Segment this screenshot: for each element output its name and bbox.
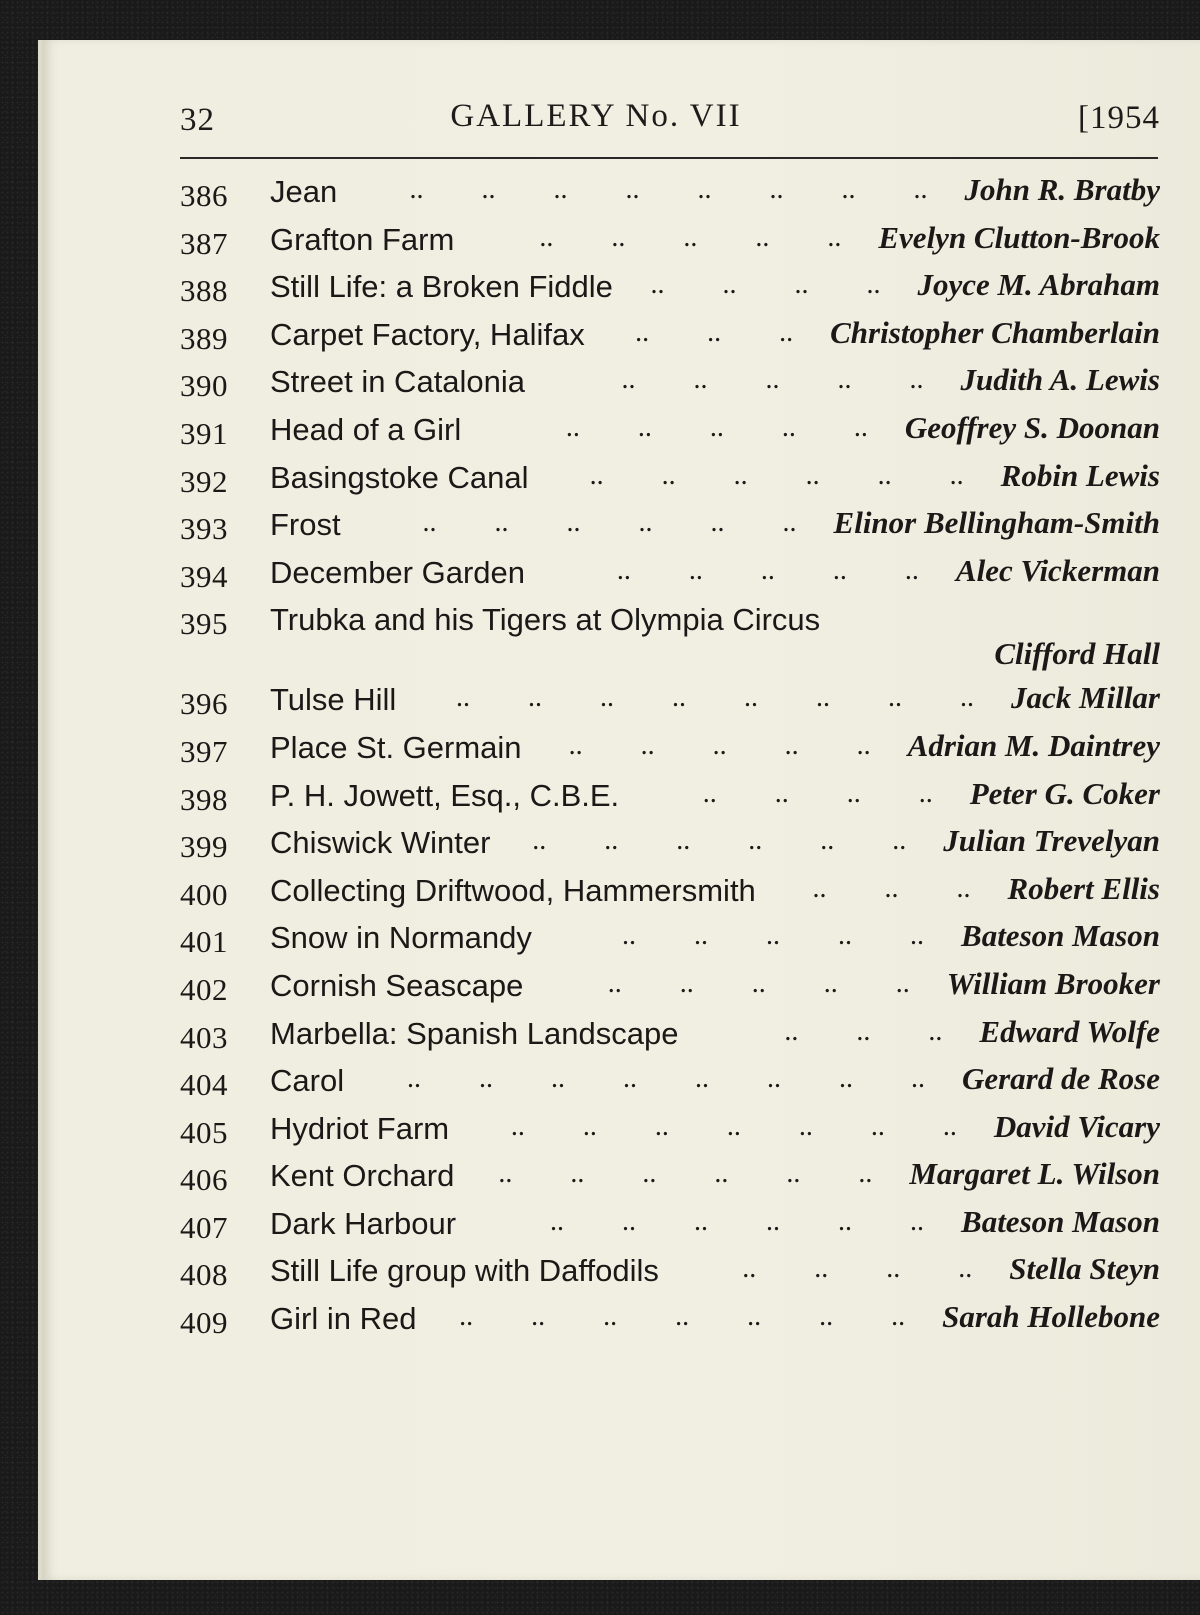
entry-title: Place St. Germain xyxy=(270,729,522,765)
entry-number: 386 xyxy=(180,178,228,213)
entry-title: Still Life: a Broken Fiddle xyxy=(270,269,613,305)
entry-number: 393 xyxy=(180,511,228,547)
entry-number: 397 xyxy=(180,733,228,769)
catalogue-entry xyxy=(180,1057,1160,1105)
leader-dots: .. .. .. .. .. .. xyxy=(498,1158,873,1190)
catalogue-entry xyxy=(180,724,1160,772)
entry-title: Snow in Normandy xyxy=(270,920,532,956)
entry-artist: David Vicary xyxy=(993,1108,1160,1144)
entry-title: Jean xyxy=(270,174,338,209)
catalogue-entry xyxy=(180,549,1160,597)
entry-artist: William Brooker xyxy=(946,965,1160,1001)
leader-dots: .. .. .. .. .. .. xyxy=(532,825,907,857)
catalogue-entry xyxy=(180,1105,1160,1153)
entry-title: P. H. Jowett, Esq., C.B.E. xyxy=(270,777,620,813)
entry-number: 398 xyxy=(180,781,228,817)
page-header xyxy=(180,98,1180,144)
leader-dots: .. .. .. .. .. xyxy=(607,967,910,999)
leader-dots: .. .. .. .. .. .. .. .. xyxy=(456,682,975,714)
entry-number: 403 xyxy=(180,1019,228,1055)
entry-title: Carol xyxy=(270,1063,345,1099)
entry-title: Kent Orchard xyxy=(270,1158,455,1194)
entry-number: 388 xyxy=(180,273,228,309)
entry-title: Frost xyxy=(270,507,341,543)
entry-title: Still Life group with Daffodils xyxy=(270,1253,659,1289)
entry-artist: Christopher Chamberlain xyxy=(830,314,1160,350)
entry-title: Hydriot Farm xyxy=(270,1110,450,1146)
catalogue-entry xyxy=(180,406,1160,454)
leader-dots: .. .. .. .. .. .. xyxy=(589,459,964,491)
leader-dots: .. .. .. .. .. .. xyxy=(422,507,797,539)
entry-artist: Clifford Hall xyxy=(994,636,1160,672)
entry-number: 396 xyxy=(180,686,228,722)
entry-number: 405 xyxy=(180,1114,228,1150)
entry-artist: Joyce M. Abraham xyxy=(917,267,1160,303)
page-year: [1954 xyxy=(1078,100,1160,136)
entry-artist: Julian Trevelyan xyxy=(943,823,1160,859)
catalogue-entry xyxy=(180,772,1160,820)
entry-artist: Margaret L. Wilson xyxy=(909,1156,1160,1192)
entry-number: 389 xyxy=(180,320,228,356)
catalogue-entry xyxy=(180,1010,1160,1058)
entry-number: 409 xyxy=(180,1305,228,1341)
leader-dots: .. .. .. .. xyxy=(650,269,881,301)
entry-title: Tulse Hill xyxy=(270,682,397,718)
leader-dots: .. .. .. xyxy=(784,1015,943,1047)
entry-artist: Judith A. Lewis xyxy=(960,362,1160,398)
leader-dots: .. .. .. .. xyxy=(742,1253,973,1285)
entry-number: 394 xyxy=(180,558,228,594)
entry-number: 391 xyxy=(180,415,228,451)
entry-title: Collecting Driftwood, Hammersmith xyxy=(270,872,756,908)
catalogue-entry xyxy=(180,1152,1160,1200)
leader-dots: .. .. .. .. .. .. xyxy=(550,1205,925,1237)
leader-dots: .. .. .. .. .. xyxy=(622,920,925,952)
entry-title: Grafton Farm xyxy=(270,221,455,257)
entry-title: Trubka and his Tigers at Olympia Circus xyxy=(270,602,821,638)
entry-title: Street in Catalonia xyxy=(270,364,526,400)
leader-dots: .. .. .. .. .. .. .. xyxy=(510,1110,957,1142)
entry-artist: Bateson Mason xyxy=(961,1203,1160,1239)
catalogue-entry xyxy=(180,1295,1160,1343)
catalogue-entry xyxy=(180,168,1160,216)
catalogue-entry xyxy=(180,962,1160,1010)
entry-artist: Peter G. Coker xyxy=(969,775,1160,811)
entry-number: 408 xyxy=(180,1257,228,1293)
entry-artist: Bateson Mason xyxy=(961,918,1160,954)
catalogue-entry xyxy=(180,501,1160,549)
entry-artist: Elinor Bellingham-Smith xyxy=(833,505,1160,541)
entry-title: Cornish Seascape xyxy=(270,967,524,1003)
entry-artist: John R. Bratby xyxy=(964,172,1160,207)
catalogue-entry xyxy=(180,1247,1160,1295)
catalogue-entry xyxy=(180,596,1160,676)
entry-number: 387 xyxy=(180,225,228,261)
catalogue-entry xyxy=(180,1200,1160,1248)
leader-dots: .. .. .. .. .. xyxy=(621,364,924,396)
catalogue-entry xyxy=(180,263,1160,311)
entry-title: Dark Harbour xyxy=(270,1205,457,1241)
entry-artist: Gerard de Rose xyxy=(961,1061,1160,1097)
page-title: GALLERY No. VII xyxy=(450,98,742,134)
catalogue-entry xyxy=(180,216,1160,264)
entry-title: Carpet Factory, Halifax xyxy=(270,316,585,352)
leader-dots: .. .. .. .. xyxy=(702,777,933,809)
catalogue-entry xyxy=(180,867,1160,915)
leader-dots: .. .. .. xyxy=(812,872,971,904)
entry-number: 395 xyxy=(180,606,228,642)
leader-dots: .. .. .. .. .. xyxy=(616,554,919,586)
entry-artist: Robert Ellis xyxy=(1007,870,1160,906)
catalogue-entry xyxy=(180,819,1160,867)
catalogue-entry xyxy=(180,358,1160,406)
catalogue-entry xyxy=(180,454,1160,502)
entry-artist: Adrian M. Daintrey xyxy=(907,727,1160,763)
entry-number: 401 xyxy=(180,924,228,960)
catalogue-entry xyxy=(180,676,1160,724)
entry-artist: Sarah Hollebone xyxy=(942,1299,1160,1335)
leader-dots: .. .. .. .. .. .. .. xyxy=(459,1301,906,1333)
entry-artist: Geoffrey S. Doonan xyxy=(904,409,1160,445)
catalogue-entry xyxy=(180,914,1160,962)
leader-dots: .. .. .. .. .. xyxy=(539,221,842,253)
entry-title: Basingstoke Canal xyxy=(270,459,529,495)
catalogue-entries xyxy=(180,168,1160,1343)
entry-number: 392 xyxy=(180,463,228,499)
entry-artist: Alec Vickerman xyxy=(955,552,1160,588)
entry-number: 407 xyxy=(180,1209,228,1245)
leader-dots: .. .. .. .. .. xyxy=(565,411,868,443)
header-rule xyxy=(180,157,1158,159)
entry-artist: Robin Lewis xyxy=(1000,457,1160,493)
leader-dots: .. .. .. .. .. .. .. .. xyxy=(406,1063,925,1095)
entry-number: 406 xyxy=(180,1162,228,1198)
leader-dots: .. .. .. .. .. xyxy=(568,729,871,761)
entry-number: 399 xyxy=(180,829,228,865)
entry-artist: Jack Millar xyxy=(1011,680,1160,716)
entry-artist: Stella Steyn xyxy=(1009,1251,1160,1287)
leader-dots: .. .. .. .. .. .. .. .. xyxy=(409,174,928,205)
entry-number: 390 xyxy=(180,368,228,404)
entry-title: December Garden xyxy=(270,554,526,590)
page-number: 32 xyxy=(180,102,215,138)
entry-number: 402 xyxy=(180,971,228,1007)
entry-title: Marbella: Spanish Landscape xyxy=(270,1015,679,1051)
catalogue-entry xyxy=(180,311,1160,359)
entry-title: Chiswick Winter xyxy=(270,825,491,861)
leader-dots: .. .. .. xyxy=(635,316,794,348)
entry-title: Girl in Red xyxy=(270,1301,417,1337)
entry-number: 400 xyxy=(180,876,228,912)
entry-title: Head of a Girl xyxy=(270,411,462,447)
entry-artist: Evelyn Clutton-Brook xyxy=(878,219,1160,255)
entry-number: 404 xyxy=(180,1067,228,1103)
entry-artist: Edward Wolfe xyxy=(979,1013,1160,1049)
